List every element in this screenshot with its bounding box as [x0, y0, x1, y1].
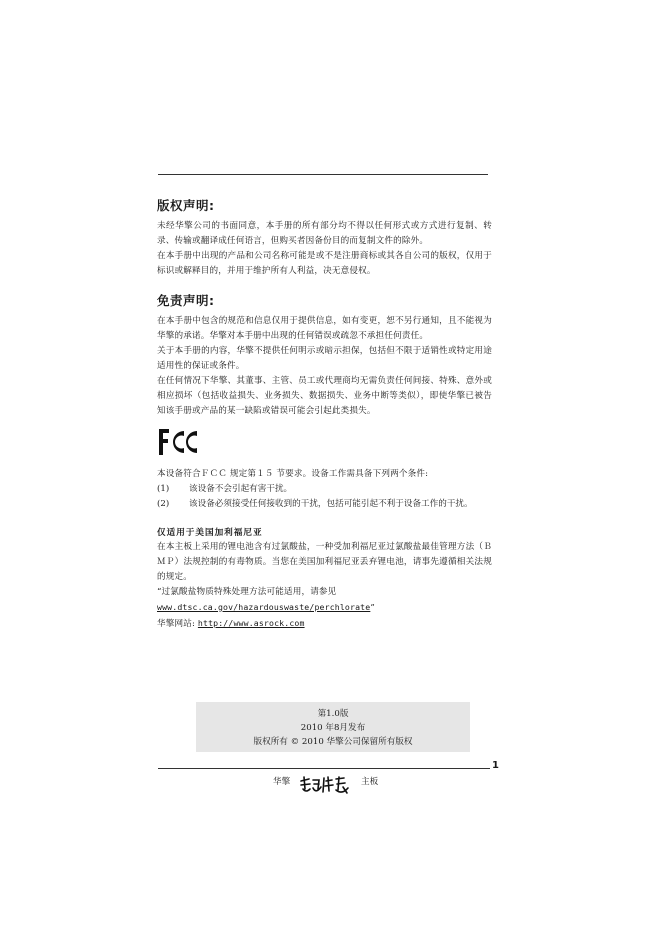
disclaimer-paragraph-1: 在本手册中包含的规范和信息仅用于提供信息，如有变更，恕不另行通知，且不能视为华擎的承诺。华擎对本手册中出现的任何错误或疏忽不承担任何责任。 — [157, 316, 492, 341]
document-body — [157, 196, 492, 632]
footer-brand-left: 华擎 — [273, 777, 291, 787]
disclaimer-paragraph-2: 关于本手册的内容，华擎不提供任何明示或暗示担保，包括但不限于适销性或特定用途适用性的保证或条件。 — [157, 346, 492, 371]
fcc-item — [157, 482, 492, 497]
fcc-item-number: (1) — [157, 484, 170, 494]
calligraphy-logo-icon — [299, 775, 351, 797]
top-rule — [158, 174, 488, 175]
page-number: 1 — [492, 760, 499, 771]
california-title: 仅适用于美国加利福尼亚 — [157, 528, 263, 538]
fcc-logo-icon — [157, 427, 199, 457]
fcc-intro: 本设备符合ＦＣＣ 规定第１５ 节要求。设备工作需具备下列两个条件: — [157, 469, 429, 479]
footer-brand-right: 主板 — [361, 777, 379, 787]
copyright-paragraph-2: 在本手册中出现的产品和公司名称可能是或不是注册商标或其各自公司的版权，仅用于标识或解释目的，并用于维护所有人利益，决无意侵权。 — [157, 251, 492, 276]
disclaimer-title: 免责声明: — [157, 293, 215, 308]
fcc-item-text: 该设备不会引起有害干扰。 — [189, 484, 293, 494]
release-date: 2010 年8月发布 — [300, 723, 366, 733]
version-label: 第1.0版 — [317, 709, 349, 719]
disclaimer-paragraph-3: 在任何情况下华擎、其董事、主管、员工或代理商均无需负责任何间接、特殊、意外或相应损坏（包括收益损失、业务损失、数据损失、业务中断等类似），即使华擎已被告知该手册或产品的某一缺陷或错误可能会引起此类损失。 — [157, 376, 492, 416]
copyright-title: 版权声明: — [157, 198, 215, 213]
california-paragraph: 在本主板上采用的锂电池含有过氯酸盐，一种受加利福尼亚过氯酸盐最佳管理方法（ＢＭＰ）法规控制的有毒物质。当您在美国加利福尼亚丢弃锂电池，请事先遵循相关法规的规定。 — [157, 542, 492, 582]
copyright-paragraph-1: 未经华擎公司的书面同意，本手册的所有部分均不得以任何形式或方式进行复制、转录、传输或翻译成任何语言，但购买者因备份目的而复制文件的除外。 — [157, 221, 492, 246]
fcc-item-number: (2) — [157, 499, 170, 509]
website-line — [157, 616, 492, 632]
fcc-item-text: 该设备必须接受任何接收到的干扰，包括可能引起不利于设备工作的干扰。 — [189, 499, 473, 509]
fcc-item — [157, 497, 492, 512]
perchlorate-note — [157, 585, 492, 616]
website-link[interactable]: http://www.asrock.com — [197, 618, 305, 628]
version-box — [196, 702, 470, 752]
perchlorate-note-text: “过氯酸盐物质特殊处理方法可能适用，请参见 — [157, 587, 337, 597]
quote-end: ” — [370, 603, 375, 613]
copyright-notice: 版权所有 © 2010 华擎公司保留所有版权 — [253, 737, 413, 747]
bottom-rule — [158, 768, 490, 769]
perchlorate-link[interactable]: www.dtsc.ca.gov/hazardouswaste/perchlorate — [157, 602, 371, 612]
website-label: 华擎网站: — [157, 619, 198, 629]
